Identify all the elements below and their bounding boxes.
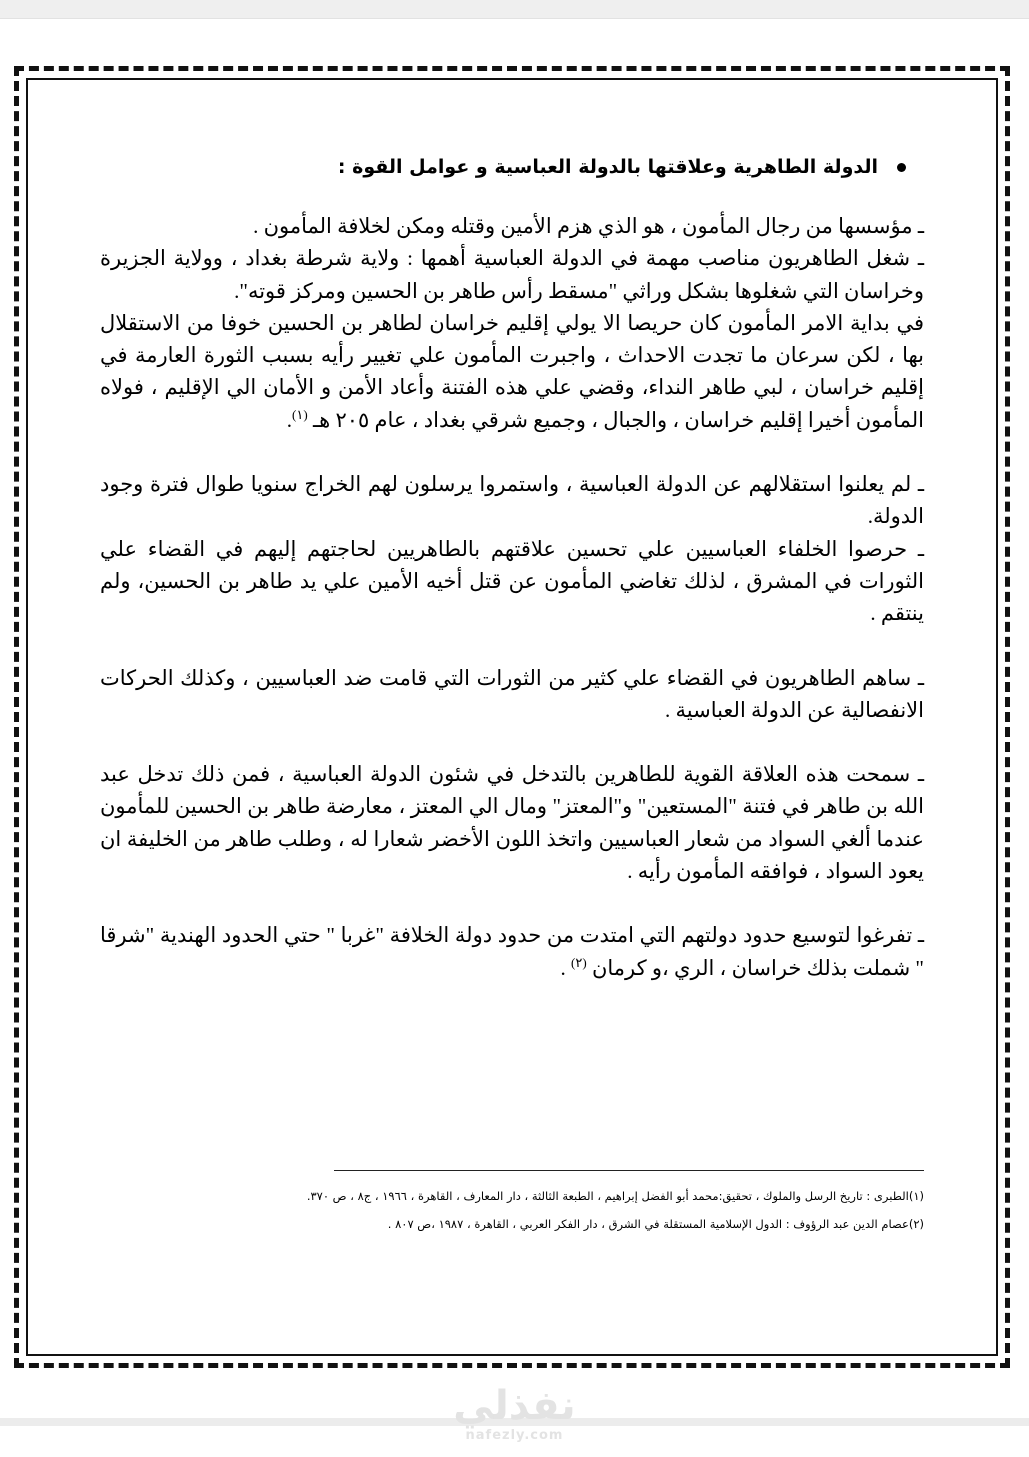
heading-text: الدولة الطاهرية وعلاقتها بالدولة العباسية و عوامل القوة : [337, 156, 878, 178]
paragraph-5: ـ حرصوا الخلفاء العباسيين علي تحسين علاقتهم بالطاهريين لحاجتهم إليهم في القضاء علي الثورات في المشرق ، لذلك تغاضي المأمون عن قتل أخيه الأمين علي يد طاهر بن الحسين، ولم ينتقم . [100, 536, 924, 626]
paragraph-4: ـ لم يعلنوا استقلالهم عن الدولة العباسية ، واستمروا يرسلون لهم الخراج سنويا طوال فترة وجود الدولة. [100, 472, 924, 529]
footnote-2: (٢)عصام الدين عبد الرؤوف : الدول الإسلامية المستقلة في الشرق ، دار الفكر العربي ، القاهرة ، ١٩٨٧ ،ص ٨٠٧ . [387, 1217, 924, 1231]
section-heading [100, 150, 924, 184]
watermark-arabic: نفذلي [453, 1383, 576, 1429]
footnote-ref-2: (٢) [571, 954, 587, 970]
paragraph-2: ـ شغل الطاهريون مناصب مهمة في الدولة العباسية أهمها : ولاية شرطة بغداد ، وولاية الجزيرة وخراسان التي شغلوها بشكل وراثي "مسقط رأس طاهر بن الحسين ومركز قوته". [100, 246, 924, 303]
footnote-ref-1: (١) [292, 406, 308, 422]
document-body [100, 150, 924, 984]
footnote-separator [334, 1170, 924, 1171]
bullet-icon [897, 163, 906, 172]
footnote-1: (١)الطبرى : تاريخ الرسل والملوك ، تحقيق:محمد أبو الفضل إبراهيم ، الطبعة الثالثة ، دار المعارف ، القاهرة ، ١٩٦٦ ، ج٨ ، ص ٣٧٠. [306, 1189, 924, 1203]
paragraph-1: ـ مؤسسها من رجال المأمون ، هو الذي هزم الأمين وقتله ومكن لخلافة المأمون . [253, 214, 924, 238]
paragraph-3: في بداية الامر المأمون كان حريصا الا يولي إقليم خراسان لطاهر بن الحسين خوفا من الاستقلال بها ، لكن سرعان ما تجدت الاحداث ، واجبرت المأمون علي تغيير رأيه بسبب الثورة العارمة في إقليم خراسان ، لبي طاهر النداء، وقضي علي هذه الفتنة وأعاد الأمن و الأمان الي الإقليم ، فولاه المأمون أخيرا إقليم خراسان ، والجبال ، وجميع شرقي بغداد ، عام ٢٠٥ هـ $^{(١)}$. [100, 310, 924, 432]
watermark-latin: nafezly.com [465, 1428, 564, 1443]
paragraph-6: ـ ساهم الطاهريون في القضاء علي كثير من الثورات التي قامت ضد العباسيين ، وكذلك الحركات الانفصالية عن الدولة العباسية . [100, 665, 924, 722]
watermark-logo [0, 1384, 1029, 1444]
top-toolbar-strip [0, 0, 1029, 19]
paragraph-8: ـ تفرغوا لتوسيع حدود دولتهم التي امتدت من حدود دولة الخلافة "غربا " حتي الحدود الهندية "شرقا " شملت بذلك خراسان ، الري ،و كرمان $^{(٢)}$ . [100, 923, 924, 980]
paragraph-3-text: في بداية الامر المأمون كان حريصا الا يولي إقليم خراسان لطاهر بن الحسين خوفا من الاستقلال بها ، لكن سرعان ما تجدت الاحداث ، واجبرت المأمون علي تغيير رأيه بسبب الثورة العارمة في إقليم خراسان ، لبي طاهر النداء، وقضي علي هذه الفتنة وأعاد الأمن و الأمان الي الإقليم ، فولاه المأمون أخيرا إقليم خراسان ، والجبال ، وجميع شرقي بغداد ، عام ٢٠٥ هـ [100, 310, 924, 432]
paragraph-7: ـ سمحت هذه العلاقة القوية للطاهرين بالتدخل في شئون الدولة العباسية ، فمن ذلك تدخل عبد الله بن طاهر في فتنة "المستعين" و"المعتز" ومال الي المعتز ، معارضة طاهر بن الحسين للمأمون عندما ألغي السواد من شعار العباسيين واتخذ اللون الأخضر شعارا له ، وطلب طاهر من الخليفة ان يعود السواد ، فوافقه المأمون رأيه . [100, 762, 924, 884]
footnotes [110, 1182, 924, 1238]
paragraph-8-text: ـ تفرغوا لتوسيع حدود دولتهم التي امتدت من حدود دولة الخلافة "غربا " حتي الحدود الهندية "شرقا " شملت بذلك خراسان ، الري ،و كرمان [100, 923, 924, 980]
